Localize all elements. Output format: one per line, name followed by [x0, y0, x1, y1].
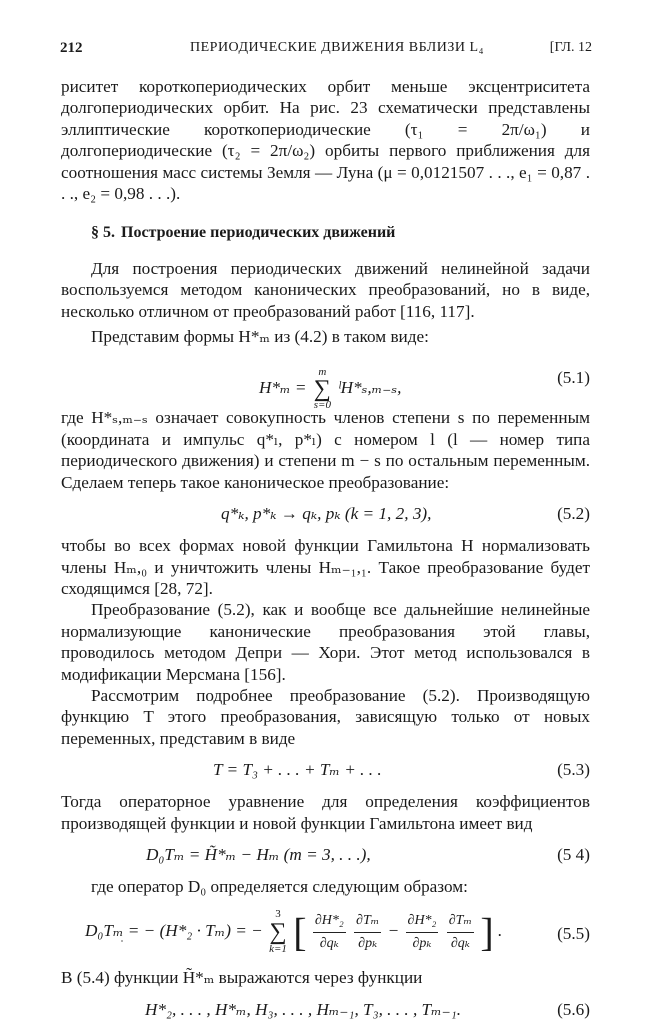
summation-sign: ∑ [313, 376, 331, 403]
eq54-number: (5 4) [557, 844, 590, 864]
page-number: 212 [60, 40, 83, 56]
fraction-dT-dq: $\frac{\text{∂Tₘ}}{\text{∂qₖ}}$ [447, 910, 474, 954]
left-bracket: [ [293, 909, 307, 955]
paragraph-operator-eq: Тогда операторное уравнение для определения коэффициентов производящей функции и новой функции Гамильтона имеет вид [61, 792, 590, 833]
eq51-sum-bottom: s=0 [313, 399, 331, 412]
eq55-number: (5.5) [557, 924, 590, 944]
paragraph-generating: Рассмотрим подробнее преобразование (5.2). Производящую функцию T этого преобразования, зависящую только от новых переменных, представим в виде [61, 685, 590, 748]
paragraph-operator-def: где оператор D₀ определяется следующим образом: [91, 876, 468, 896]
paragraph-normalize: чтобы во всех формах новой функции Гамильтона H нормализовать члены Hₘ,₀ и уничтожить члены Hₘ₋₁,₁. Такое преобразование будет сходящимся [28, 72]. [61, 536, 590, 598]
section-heading [91, 222, 590, 243]
eq51-number: (5.1) [557, 368, 590, 388]
paragraph-deprit: Преобразование (5.2), как и вообще все дальнейшие нелинейные нормализующие канонические преобразования этой главы, проводилось методом Депри — Хори. Этот метод использовался в модификации Мерсмана [156]. [61, 600, 590, 684]
eq55-minus: − [387, 921, 400, 941]
eq55-sum-top: 3 [275, 908, 281, 921]
chapter-label: [ГЛ. 12 [549, 40, 592, 55]
eq55-sum-bottom: k=1 [269, 943, 287, 956]
paragraph-forms: Представим формы H*ₘ из (4.2) в таком виде: [91, 327, 429, 347]
right-bracket: ] [480, 909, 494, 955]
paragraph-orbits: риситет короткопериодических орбит меньше эксцентриситета долгопериодических орбит. На рис. 23 схематически представлены эллиптические короткопериодические (τ₁ = 2π/ω₁) и долгопериодические (τ₂ = 2π/ω₂) орбиты первого приближения для соотношения масс системы Земля — Луна (μ = 0,0121507 . . ., e₁ = 0,87 . . ., e₂ = 0,98 . . .). [61, 77, 590, 204]
equation-5-1 [61, 353, 590, 412]
equation-5-6 [61, 995, 590, 1025]
eq52-formula: q*ₖ, p*ₖ → qₖ, pₖ (k = 1, 2, 3), [221, 504, 432, 524]
paragraph-functions: В (5.4) функции H̃*ₘ выражаются через функции [61, 968, 423, 988]
equation-5-3 [61, 755, 590, 785]
running-title: ПЕРИОДИЧЕСКИЕ ДВИЖЕНИЯ ВБЛИЗИ L₄ [190, 40, 484, 55]
equation-5-2 [61, 499, 590, 529]
section-number: § 5. [91, 224, 115, 242]
eq53-number: (5.3) [557, 760, 590, 780]
eq55-period: . [497, 921, 503, 941]
scan-speck [121, 940, 123, 942]
summation-sign: ∑ [269, 919, 287, 946]
equation-5-5 [61, 903, 590, 961]
page-body [61, 76, 590, 1031]
eq56-number: (5.6) [557, 999, 590, 1019]
fraction-dT-dp: $\frac{\text{∂Tₘ}}{\text{∂pₖ}}$ [354, 910, 381, 954]
eq55-lhs: D₀Tₘ = − (H*₂ · Tₘ) = − [85, 921, 263, 941]
eq53-formula: T = T₃ + . . . + Tₘ + . . . [213, 760, 382, 780]
paragraph-definition: где H*ₛ,ₘ₋ₛ означает совокупность членов степени s по переменным (координата и импульс q*ₗ, p*ₗ) с номером l (l — номер типа периодического движения) и степени m − s по остальным переменным. Сделаем теперь такое каноническое преобразование: [61, 408, 590, 492]
running-header [60, 40, 592, 62]
fraction-dH-dp: $\frac{\text{∂H*₂}}{\text{∂pₖ}}$ [406, 910, 439, 954]
eq56-formula: H*₂, . . . , H*ₘ, H₃, . . . , Hₘ₋₁, T₃, . . . , Tₘ₋₁. [145, 999, 461, 1019]
paragraph-method: Для построения периодических движений нелинейной задачи воспользуемся методом канонических преобразований, но в виде, несколько отличном от преобразований работ [116, 117]. [61, 258, 590, 321]
section-title: Построение периодических движений [121, 224, 396, 242]
eq51-lhs: H*ₘ = [259, 378, 307, 398]
equation-5-4 [61, 840, 590, 870]
fraction-dH-dq: $\frac{\text{∂H*₂}}{\text{∂qₖ}}$ [313, 910, 346, 954]
eq52-number: (5.2) [557, 504, 590, 524]
eq51-rhs: ˡH*ₛ,ₘ₋ₛ, [338, 378, 402, 398]
eq51-sum-top: m [318, 366, 327, 379]
eq54-formula: D₀Tₘ = H̃*ₘ − Hₘ (m = 3, . . .), [146, 844, 371, 864]
